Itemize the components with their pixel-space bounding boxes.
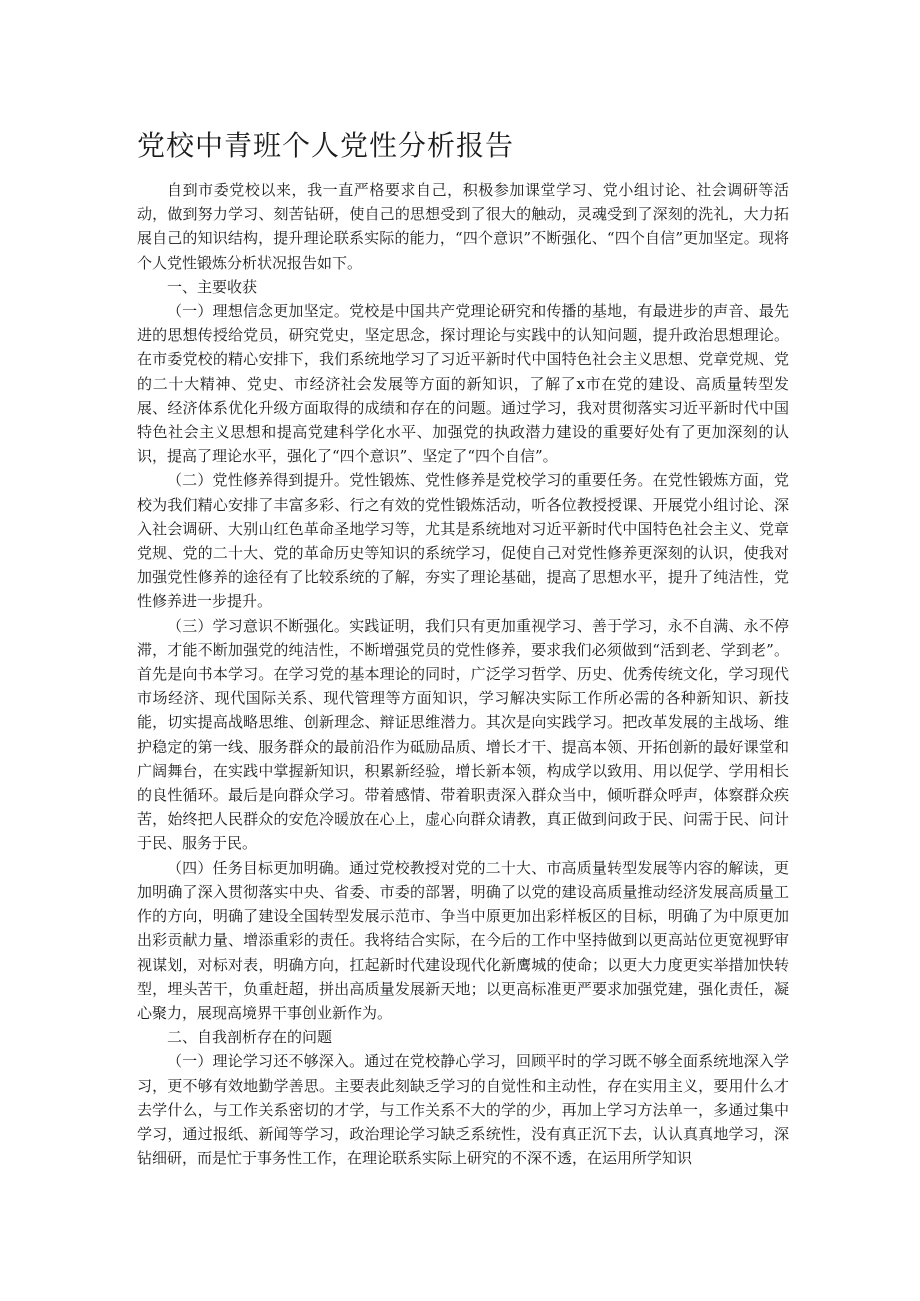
paragraph-learning-awareness: （三）学习意识不断强化。实践证明，我们只有更加重视学习、善于学习，永不自满、永不停滞，才能不断加强党的纯洁性，不断增强党员的党性修养，要求我们必须做到“活到老、学到老”。首先是向书本学习。在学习党的基本理论的同时，广泛学习哲学、历史、优秀传统文化，学习现代市场经济、现代国际关系、现代管理等方面知识，学习解决实际工作所必需的各种新知识、新技能，切实提高战略思维、创新理念、辩证思维潜力。其次是向实践学习。把改革发展的主战场、维护稳定的第一线、服务群众的最前沿作为砥励品质、增长才干、提高本领、开拓创新的最好课堂和广阔舞台，在实践中掌握新知识，积累新经验，增长新本领，构成学以致用、用以促学、学用相长的良性循环。最后是向群众学习。带着感情、带着职责深入群众当中，倾听群众呼声，体察群众疾苦，始终把人民群众的安危冷暖放在心上，虚心向群众请教，真正做到问政于民、问需于民、问计于民、服务于民。 [137,616,789,853]
section-heading-self-analysis: 二、自我剖析存在的问题 [167,1028,333,1047]
paragraph-theory-study: （一）理论学习还不够深入。通过在党校静心学习，回顾平时的学习既不够全面系统地深入学习，更不够有效地勤学善思。主要表此刻缺乏学习的自觉性和主动性，存在实用主义，要用什么才去学什么，与工作关系密切的才学，与工作关系不大的学的少，再加上学习方法单一，多通过集中学习，通过报纸、新闻等学习，政治理论学习缺乏系统性，没有真正沉下去，认认真真地学习，深钻细研，而是忙于事务性工作，在理论联系实际上研究的不深不透，在运用所学知识 [137,1052,789,1168]
document-title: 党校中青班个人党性分析报告 [137,129,515,162]
section-heading-main-gains: 一、主要收获 [167,277,258,296]
intro-paragraph: 自到市委党校以来，我一直严格要求自己，积极参加课堂学习、党小组讨论、社会调研等活动，做到努力学习、刻苦钻研，使自己的思想受到了很大的触动，灵魂受到了深刻的洗礼，大力拓展自己的知识结构，提升理论联系实际的能力，“四个意识”不断强化、“四个自信”更加坚定。现将个人党性锻炼分析状况报告如下。 [137,181,789,272]
paragraph-party-spirit: （二）党性修养得到提升。党性锻炼、党性修养是党校学习的重要任务。在党性锻炼方面，党校为我们精心安排了丰富多彩、行之有效的党性锻炼活动，听各位教授授课、开展党小组讨论、深入社会调研、大别山红色革命圣地学习等，尤其是系统地对习近平新时代中国特色社会主义、党章党规、党的二十大、党的革命历史等知识的系统学习，促使自己对党性修养更深刻的认识，使我对加强党性修养的途径有了比较系统的了解，夯实了理论基础，提高了思想水平，提升了纯洁性，党性修养进一步提升。 [137,471,789,611]
document-page [137,126,789,1170]
paragraph-ideals-faith: （一）理想信念更加坚定。党校是中国共产党理论研究和传播的基地，有最进步的声音、最先进的思想传授给党员，研究党史，坚定思念，探讨理论与实践中的认知问题，提升政治思想理论。在市委党校的精心安排下，我们系统地学习了习近平新时代中国特色社会主义思想、党章党规、党的二十大精神、党史、市经济社会发展等方面的新知识，了解了x市在党的建设、高质量转型发展、经济体系优化升级方面取得的成绩和存在的问题。通过学习，我对贯彻落实习近平新时代中国特色社会主义思想和提高党建科学化水平、加强党的执政潜力建设的重要好处有了更加深刻的认识，提高了理论水平，强化了“四个意识”、坚定了“四个自信”。 [137,302,789,466]
paragraph-task-goals: （四）任务目标更加明确。通过党校教授对党的二十大、市高质量转型发展等内容的解读，更加明确了深入贯彻落实中央、省委、市委的部署，明确了以党的建设高质量推动经济发展高质量工作的方向，明确了建设全国转型发展示范市、争当中原更加出彩样板区的目标，明确了为中原更加出彩贡献力量、增添重彩的责任。我将结合实际，在今后的工作中坚持做到以更高站位更宽视野审视谋划，对标对表，明确方向，扛起新时代建设现代化新鹰城的使命；以更大力度更实举措加快转型，埋头苦干，负重赶超，拼出高质量发展新天地；以更高标准更严要求加强党建，强化责任，凝心聚力，展现高境界干事创业新作为。 [137,858,789,1022]
